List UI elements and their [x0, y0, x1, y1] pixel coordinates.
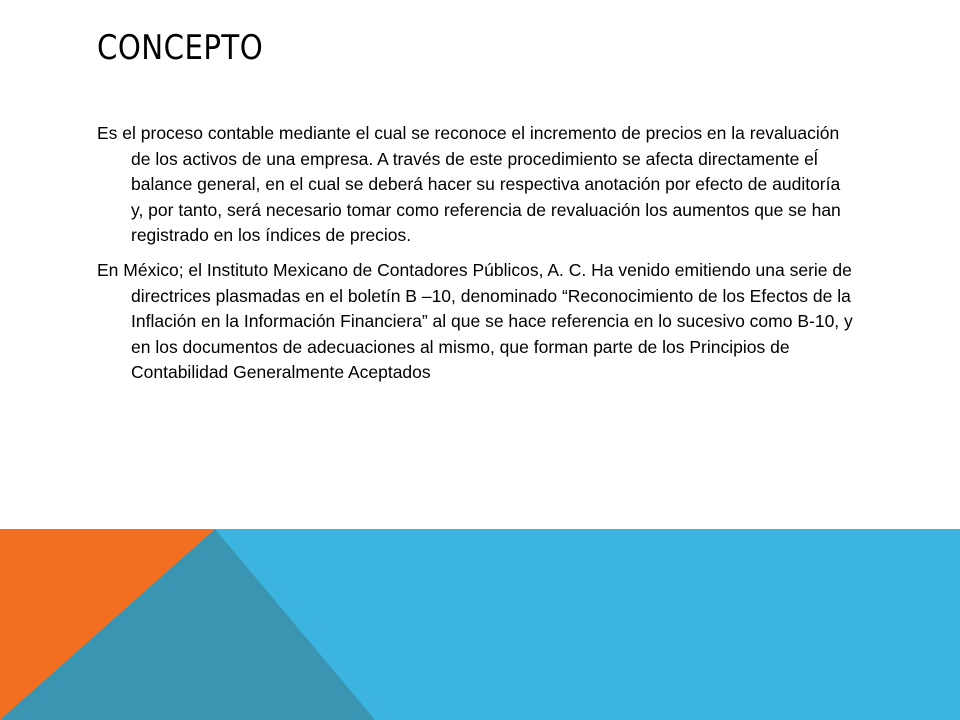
slide-body: [97, 121, 857, 395]
footer-shapes: [0, 529, 960, 720]
slide-title: CONCEPTO: [97, 28, 264, 68]
decorative-footer-band: [0, 529, 960, 720]
body-paragraph: Es el proceso contable mediante el cual se reconoce el incremento de precios en la revaluación de los activos de una empresa. A través de este procedimiento se afecta directamente eĺ balance general, en el cual se deberá hacer su respectiva anotación por efecto de auditoría y, por tanto, será necesario tomar como referencia de revaluación los aumentos que se han registrado en los índices de precios.: [97, 123, 841, 246]
body-paragraph: En México; el Instituto Mexicano de Contadores Públicos, A. C. Ha venido emitiendo una serie de directrices plasmadas en el boletín B –10, denominado “Reconocimiento de los Efectos de la Inflación en la Información Financiera” al que se hace referencia en lo sucesivo como B-10, y en los documentos de adecuaciones al mismo, que forman parte de los Principios de Contabilidad Generalmente Aceptados: [97, 259, 853, 383]
